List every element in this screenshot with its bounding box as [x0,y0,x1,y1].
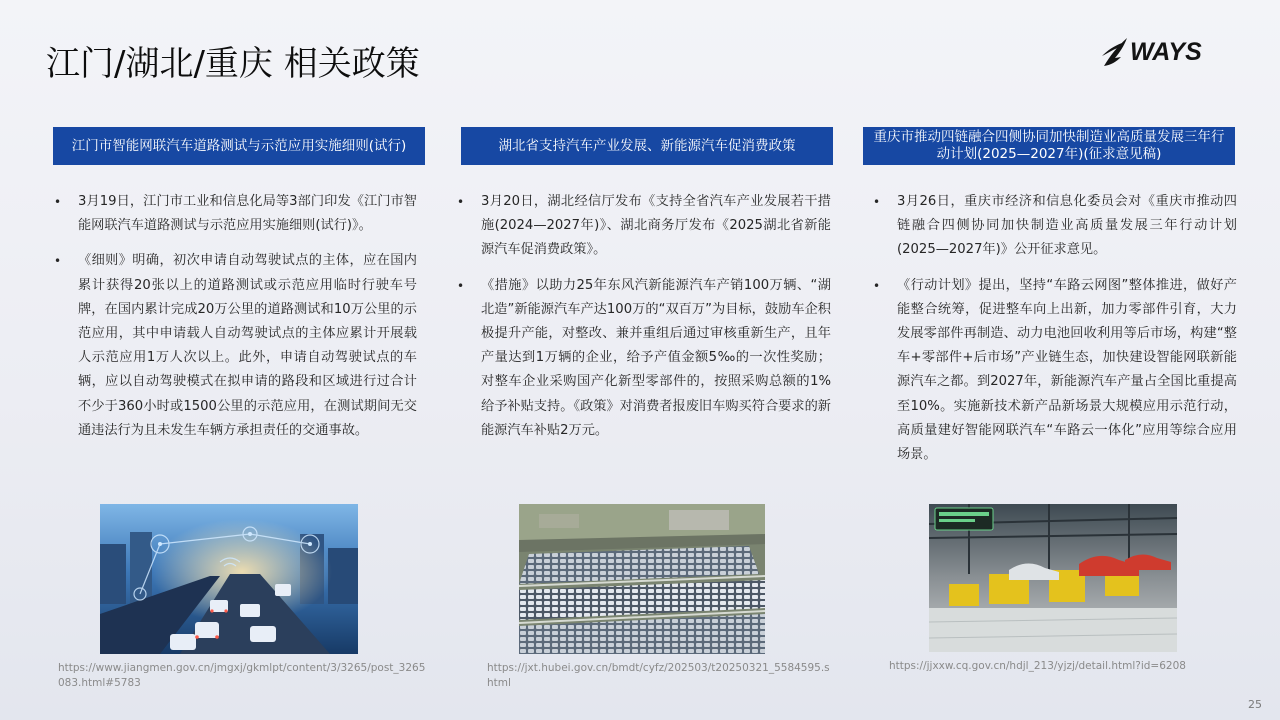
column-3-bullet-1: • 3月26日，重庆市经济和信息化委员会对《重庆市推动四链融合四侧协同加快制造业高质量发展三年行动计划(2025—2027年)》公开征求意见。 [873,190,1237,263]
column-2-bullet-1: • 3月20日，湖北经信厅发布《支持全省汽车产业发展若干措施(2024—2027年)》、湖北商务厅发布《2025湖北省新能源汽车促消费政策》。 [457,190,831,263]
column-3-bullet-2: • 《行动计划》提出，坚持“车路云网图”整体推进，做好产能整合统筹，促进整车向上出新，加力零部件引育，大力发展零部件再制造、动力电池回收利用等后市场，构建“整车+零部件+后市场”产业链生态，加快建设智能网联新能源汽车之都。到2027年，新能源汽车产量占全国比重提高至10%。实施新技术新产品新场景大规模应用示范行动，高质量建好智能网联汽车“车路云一体化”应用等综合应用场景。 [873,274,1237,468]
column-2-bullet-2: • 《措施》以助力25年东风汽新能源汽车产销100万辆、“湖北造”新能源汽车产达100万的“双百万”为目标，鼓励车企积极提升产能，对整改、兼并重组后通过审核重新生产，且年产量达到1万辆的企业，给予产值金额5‰的一次性奖励；对整车企业采购国产化新型零部件的，按照采购总额的1%给予补贴支持。《政策》对消费者报废旧车购买符合要求的新能源汽车补贴2万元。 [457,274,831,443]
column-1-header-text: 江门市智能网联汽车道路测试与示范应用实施细则(试行) [71,137,407,154]
column-3-header-text: 重庆市推动四链融合四侧协同加快制造业高质量发展三年行动计划(2025—2027年)(征求意见稿) [873,129,1225,162]
logo-swoosh-icon [1100,34,1130,70]
car-assembly-line-photo [929,504,1177,652]
column-2-header [461,127,833,165]
slide-title: 江门/湖北/重庆 相关政策 [46,44,420,84]
page-number: 25 [1248,698,1262,711]
column-2-header-text: 湖北省支持汽车产业发展、新能源汽车促消费政策 [498,137,796,154]
column-3-header [863,127,1235,165]
column-1-bullet-list [54,190,417,454]
column-1-bullet-2: • 《细则》明确，初次申请自动驾驶试点的主体，应在国内累计获得20张以上的道路测试或示范应用临时行驶车号牌，在国内累计完成20万公里的道路测试和10万公里的示范应用，其中申请载人自动驾驶试点的主体应累计开展载人示范应用1万人次以上。此外，申请自动驾驶试点的车辆，应以自动驾驶模式在拟申请的路段和区域进行过合计不少于360小时或1500公里的示范应用，在测试期间无交通违法行为且未发生车辆方承担责任的交通事故。 [54,249,417,443]
column-1-source-link[interactable]: https://www.jiangmen.gov.cn/jmgxj/gkmlpt/content/3/3265/post_3265083.html#5783 [58,662,426,689]
ways-logo [1100,34,1220,70]
vehicle-parking-lot-aerial-photo [519,504,765,654]
column-2-bullet-list [457,190,831,454]
logo-text: WAYS [1130,38,1202,66]
column-1-bullet-1: • 3月19日，江门市工业和信息化局等3部门印发《江门市智能网联汽车道路测试与示范应用实施细则(试行)》。 [54,190,417,238]
column-3-source-link[interactable]: https://jjxxw.cq.gov.cn/hdjl_213/yjzj/detail.html?id=6208 [889,660,1186,672]
column-3-bullet-list [873,190,1237,478]
column-2-source-link[interactable]: https://jxt.hubei.gov.cn/bmdt/cyfz/202503/t20250321_5584595.shtml [487,662,830,689]
smart-traffic-road-photo [100,504,358,654]
column-1-header [53,127,425,165]
